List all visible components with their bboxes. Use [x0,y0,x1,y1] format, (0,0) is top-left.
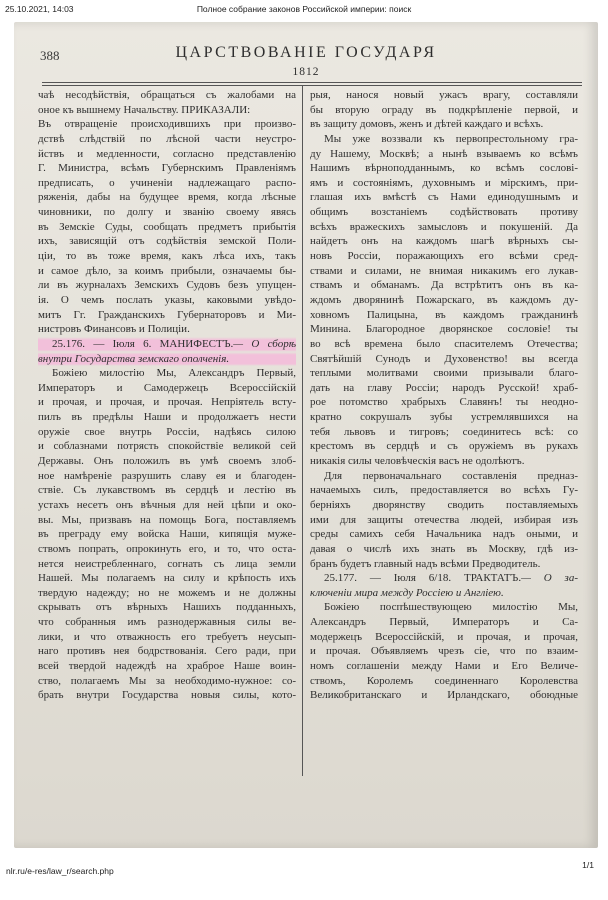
print-page-title: Полное собрание законов Российской империи: поиск [196,4,412,14]
text-line: оное къ вышнему Начальству. ПРИКАЗАЛИ: [38,103,251,116]
text-line: въ преграду ему войска Наши, кипящія муже- [38,528,296,541]
scanned-page [14,22,598,848]
entry-number: 25.176. [52,337,85,350]
text-line: среды самихъ себя Начальника надъ оными, и [310,528,578,541]
entry-type: МАНИФЕСТЪ. [159,337,234,350]
text-line: вы. Мы, призвавъ на помощь Бога, поставляемъ [38,513,296,526]
entry-date: — Іюля 6. [93,337,152,350]
text-line: и самое дѣло, за коимъ прибыли, означаемы бы- [38,264,296,277]
page-number: 388 [40,48,60,63]
entry-subject: — О за- [521,572,578,585]
year-heading: 1812 [292,66,320,78]
text-line: ждомъ дворянинѣ Пожарскаго, въ каждомъ ду- [310,293,578,306]
text-line: ствами и силами, не внимая никакимъ его лукав- [310,264,578,277]
text-line: Для первоначальнаго составленія предназ- [324,469,578,482]
text-line: рыя, нанося новый ужасъ врагу, составляли [310,89,578,101]
text-line: ное намѣреніе разрушить славу ея и благоден- [38,469,296,482]
text-line: наго противъ нея бодрствованія. Сего ради, при [38,645,296,658]
text-line: въ защиту домовъ, женъ и дѣтей каждаго и всѣхъ. [310,118,544,131]
text-line: устахъ несетъ онъ вѣчныя для ней цѣпи и око- [38,498,296,511]
text-line: скрывать отъ вѣрныхъ Нашихъ подданныхъ, [38,601,296,614]
text-line: давая о числѣ ихъ знать въ Москву, гдѣ из- [310,542,578,555]
text-line: крестомъ въ сердцѣ и съ оружіемъ въ рукахъ [310,440,578,453]
text-line: ими для защиты отечества людей, избирая изъ [310,513,578,526]
entry-subject-line [310,586,578,601]
text-line: Святѣйшій Сунодъ и Духовенство! вы всегда [310,352,578,365]
text-line: Великобританскаго и Ирландскаго, обоюдные [310,689,578,702]
entry-subject-cont: ключеніи мира между Россіею и Англіею. [310,586,504,599]
text-line: ство, полагаемъ Мы за необходимо-нужное: со- [38,674,296,687]
text-line: въ Земскіе Суды, сообщать предметъ прибытія [38,220,296,233]
text-line: Божіею милостію Мы, Александръ Первый, [52,367,296,380]
right-column [310,88,578,703]
text-line: Александръ Первый, Императоръ и Са- [310,616,578,629]
text-line: Минина. Благородное дворянское сословіе! ты [310,323,578,336]
text-line: ряженія, дабы на будущее время, когда лѣсные [38,191,296,204]
text-line: новъ Россіи, поражающихъ его всѣми сред- [310,250,578,263]
text-line: ямъ и состояніямъ, духовнымъ и мірскимъ, при- [310,176,578,189]
text-line: Въ отвращеніе происходившихъ при произво- [38,118,296,131]
text-line: глашая ихъ вмѣстѣ съ Нами единодушнымъ и [310,191,578,204]
text-line: берніяхъ дворянству сводить поставляемыхъ [310,498,578,511]
text-line: предписать, о учиненіи надлежащаго распо- [38,176,296,189]
text-line: дать на главу Россіи; народъ Русской! храб- [310,381,578,394]
text-line: ли въ журналахъ Земскихъ Судовъ безъ упущен- [38,279,296,292]
text-line: кратно сокрушалъ зубы устремлявшихся на [310,411,578,424]
text-line: пилъ въ предѣлы Наши и продолжаетъ нести [38,411,296,424]
text-line: Мы уже воззвали къ первопрестольному гра- [324,132,578,145]
entry-heading-25177 [310,571,578,586]
text-line: брать внутри Государства новыя силы, кото- [38,689,296,702]
text-line: найдетъ онъ на каждомъ шагѣ вѣрныхъ сы- [310,235,578,248]
text-line: что собранныя имъ разнодержавныя силы ве- [38,616,296,629]
text-line: ціи, то въ тоже время, какъ лѣса ихъ, такъ [38,250,296,263]
text-line: нется неистребленнаго, согнать съ лица земли [38,557,296,570]
text-line: оружіе свое внутрь Россіи, надѣясь силою [38,425,296,438]
text-line: чиновники, по долгу и званію своему явясь [38,206,296,219]
text-line: ствіе. Съ лукавствомъ въ сердцѣ и лестію въ [38,484,296,497]
text-line: тебя львовъ и тигровъ; соединитесь всѣ: со [310,425,578,438]
text-line: ду Нашему, Москвѣ; а нынѣ взываемъ ко всѣмъ [310,147,578,160]
entry-subject: — О сборѣ [233,337,296,350]
text-line: начаемыхъ силъ, предоставляется во всѣхъ Гу- [310,484,578,497]
text-line: йствъ и медленности, согласно представленію [38,147,296,160]
text-line: твердую надежду; но не можемъ и не должны [38,586,296,599]
text-line: номъ соглашеніи между Нами и Его Величе- [310,659,578,672]
text-line: нистровъ Финансовъ и Полиціи. [38,323,190,336]
entry-heading-25176 [38,337,296,352]
left-column [38,88,296,703]
print-page-count: 1/1 [582,860,594,870]
text-line: рое потомство храбрыхъ Славянъ! ты неодно- [310,396,578,409]
text-line: никакія силы человѣческія васъ не одолѣютъ. [310,455,525,468]
text-line: во всѣ времена было спасителемъ Отечества; [310,337,578,350]
text-line: ствомъ, Королемъ соединеннаго Королевства [310,674,578,687]
print-header [0,0,608,22]
header-rule-double [42,85,582,86]
text-line: и прочая, и прочая, и прочая. Непріятель всту- [38,396,296,409]
text-line: Нашимъ вѣрноподданнымъ, ко всѣмъ сослові- [310,162,578,175]
text-line: ія. О чемъ послать указы, каковыми увѣдо- [38,293,296,306]
text-line: и соблазнами потрясть спокойствіе великой сей [38,440,296,453]
text-line: ихъ, зависящій отъ содѣйствія земской Поли- [38,235,296,248]
entry-number: 25.177. [324,572,357,585]
text-line: теплыми молитвами своими призывали благо- [310,367,578,380]
print-footer [0,862,608,882]
text-line: митъ Гг. Гражданскихъ Губернаторовъ и Ми- [38,308,296,321]
text-line: бранъ будетъ главный надъ всѣми Предводитель. [310,557,541,570]
entry-type: ТРАКТАТЪ. [463,572,522,585]
text-line: бы вторую ограду въ подкрѣпленіе первой, и [310,103,578,116]
text-line: чаѣ несодѣйствія, обращаться съ жалобами на [38,89,296,101]
print-datetime: 25.10.2021, 14:03 [5,4,74,14]
text-line: ствомъ попрать, опрокинуть его, и то, что оста- [38,542,296,555]
text-line: общимъ возстаніемъ содѣйствовать противу [310,206,578,219]
text-line: Державы. Онъ положилъ въ умѣ своемъ злоб- [38,455,296,468]
text-line: Императоръ и Самодержецъ Всероссійскій [38,381,296,394]
column-divider [302,86,303,776]
text-line: Божіею поспѣшествующею милостію Мы, [324,601,578,614]
text-line: и прочая. Объявляемъ чрезъ сіе, что по взаим- [310,645,578,658]
text-line: всей твердой надеждѣ на храброе Наше воин- [38,659,296,672]
text-line: лики, и что отважность его требуетъ неусып- [38,630,296,643]
reign-title: ЦАРСТВОВАНІЕ ГОСУДАРЯ [175,44,437,61]
entry-subject-cont: внутри Государства земскаго ополченія. [38,352,230,365]
text-line: модержецъ Всероссійскій, и прочая, и прочая, [310,630,578,643]
text-line: ховномъ Палицына, въ каждомъ гражданинѣ [310,308,578,321]
text-line: ствамъ и обманамъ. Да встрѣтитъ онъ въ ка- [310,279,578,292]
entry-subject-line [38,352,296,367]
text-line: Нашей. Мы полагаемъ на силу и крѣпость ихъ [38,572,296,585]
entry-date: — Іюля 6/18. [369,572,452,585]
text-line: всѣхъ вражескихъ замысловъ и покушеній. Да [310,220,578,233]
text-line: Г. Министра, всѣмъ Губернскимъ Правленіямъ [38,162,296,175]
header-rule [42,82,582,83]
text-line: дствѣ слѣдствій по лѣсной части неустро- [38,132,296,145]
print-url: nlr.ru/e-res/law_r/search.php [6,866,114,876]
